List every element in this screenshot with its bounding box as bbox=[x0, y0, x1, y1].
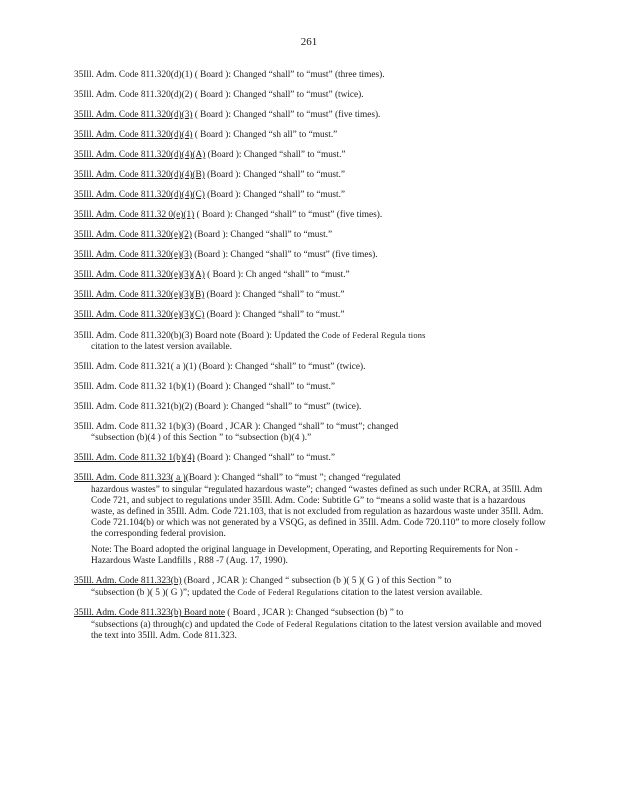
entry-text: (Board ): Changed “shall” to “must” (twice). bbox=[192, 402, 362, 413]
citation: 35Ill. Adm. Code 811.323(b) bbox=[74, 575, 182, 586]
citation: 35Ill. Adm. Code 811.320(e)(3)(C) bbox=[74, 310, 205, 320]
entry-continuation bbox=[74, 619, 549, 642]
entry-continuation bbox=[74, 587, 549, 599]
list-item bbox=[74, 422, 549, 444]
citation: 35Ill. Adm. Code 811.32 1(b)(4) bbox=[74, 453, 195, 464]
entry-text: ( Board ): Changed “shall” to “must” (five times). bbox=[194, 210, 383, 220]
entry-text: (Board ): Changed “shall” to “must.” bbox=[194, 382, 335, 393]
entry-continuation-text: “subsections (a) through(c) and updated the bbox=[91, 620, 256, 631]
list-item bbox=[74, 453, 549, 464]
entry-text: ( Board ): Changed “shall” to “must” (twice). bbox=[192, 90, 364, 100]
cfr-title: Code of Federal Regula tions bbox=[321, 331, 426, 340]
entry-text: ( Board ): Changed “sh all” to “must.” bbox=[192, 130, 338, 140]
entry-text: Board note (Board ): Updated the bbox=[192, 331, 322, 341]
citation: 35Ill. Adm. Code 811.320(d)(2) bbox=[74, 90, 193, 100]
board-note: Note: The Board adopted the original language in Development, Operating, and Reporting Requirements for Non -Hazardous Waste Landfills , R88 -7 (Aug. 17, 1990). bbox=[91, 544, 519, 566]
entry-text: ( Board , JCAR ): Changed “subsection (b) ” to bbox=[224, 608, 404, 619]
entry-text: (Board ): Changed “shall” to “must.” bbox=[205, 150, 346, 160]
list-item bbox=[74, 310, 549, 321]
list-item bbox=[74, 90, 549, 101]
citation: 35Ill. Adm. Code 811.320(d)(3) bbox=[74, 110, 193, 120]
citation: 35Ill. Adm. Code 811.32 0(e)(1) bbox=[74, 210, 195, 220]
citation: 35Ill. Adm. Code 811.320(d)(4)(C) bbox=[74, 190, 205, 200]
list-item bbox=[74, 402, 549, 413]
entry-text: (Board , JCAR ): Changed “shall” to “must”; changed bbox=[194, 422, 399, 433]
list-item bbox=[74, 330, 549, 353]
entry-text: (Board ): Changed “shall” to “must.” bbox=[204, 290, 345, 300]
citation: 35Ill. Adm. Code 811.320(d)(1) bbox=[74, 70, 193, 80]
list-item bbox=[74, 362, 549, 373]
citation: 35Ill. Adm. Code 811.321( a )(1) bbox=[74, 362, 197, 373]
citation: 35Ill. Adm. Code 811.320(e)(3)(A) bbox=[74, 270, 205, 280]
entry-text: (Board ): Changed “shall” to “must.” bbox=[204, 170, 346, 180]
entry-text: (Board ): Changed “shall” to “must ”; changed “regulated bbox=[185, 473, 401, 484]
list-item bbox=[74, 290, 549, 301]
citation: 35Ill. Adm. Code 811.323(b) Board note bbox=[74, 608, 225, 619]
list-item bbox=[74, 270, 549, 281]
list-item bbox=[74, 608, 549, 643]
list-item bbox=[74, 170, 549, 181]
citation: 35Ill. Adm. Code 811.320(d)(4)(B) bbox=[74, 170, 205, 180]
entry-continuation: hazardous wastes” to singular “regulated hazardous waste”; changed “wastes defined as such under RCRA, at 35Ill. Adm Code 721, and subject to regulations under 35Ill. Adm. Code: Subtitle G” to “means a solid waste that is a hazardous waste, as defined in 35Ill. Adm. Code 721.103, that is not excluded from regulation as hazardous waste under 35Ill. Adm. Code 721.104(b) or which was not generated by a VSQG, as defined in 35Ill. Adm. Code 720.110” to more closely follow the corresponding federal provision. bbox=[91, 484, 546, 540]
list-item bbox=[74, 110, 549, 121]
entry-continuation-text: citation to the latest version available. bbox=[338, 588, 483, 599]
citation: 35Ill. Adm. Code 811.320(e)(3) bbox=[74, 250, 192, 260]
cfr-title: Code of Federal Regulations bbox=[237, 588, 339, 598]
list-item bbox=[74, 150, 549, 161]
entry-text: (Board ): Changed “shall” to “must.” bbox=[194, 453, 335, 464]
entry-continuation: “subsection (b)(4 ) of this Section ” to “subsection (b)(4 ).” bbox=[91, 433, 312, 444]
citation: 35Ill. Adm. Code 811.32 1(b)(1) bbox=[74, 382, 195, 393]
page-number: 261 bbox=[300, 36, 318, 48]
list-item bbox=[74, 576, 549, 599]
entry-text: (Board ): Changed “shall” to “must.” bbox=[204, 310, 345, 320]
citation: 35Ill. Adm. Code 811.321(b)(2) bbox=[74, 402, 193, 413]
entry-continuation: citation to the latest version available. bbox=[91, 342, 232, 353]
citation: 35Ill. Adm. Code 811.320(d)(4) bbox=[74, 130, 193, 140]
citation: 35Ill. Adm. Code 811.320(e)(3)(B) bbox=[74, 290, 205, 300]
list-item bbox=[74, 382, 549, 393]
cfr-title: Code of Federal Regulations bbox=[255, 620, 358, 630]
list-item bbox=[74, 250, 549, 261]
entry-text: (Board ): Changed “shall” to “must” (twice). bbox=[196, 362, 366, 373]
citation: 35Ill. Adm. Code 811.32 1(b)(3) bbox=[74, 422, 195, 433]
entry-text: (Board ): Changed “shall” to “must” (five times). bbox=[191, 250, 378, 260]
citation: 35Ill. Adm. Code 811.320(b)(3) bbox=[74, 331, 193, 341]
citation: 35Ill. Adm. Code 811.320(e)(2) bbox=[74, 230, 192, 240]
list-item bbox=[74, 473, 549, 540]
list-item bbox=[74, 190, 549, 201]
list-item bbox=[74, 210, 549, 221]
amendment-list bbox=[74, 70, 549, 651]
entry-continuation-text: citation to the latest version available and moved the text into 35Ill. Adm. Code 811.323. bbox=[91, 620, 542, 642]
entry-text: (Board ): Changed “shall” to “must.” bbox=[191, 230, 333, 240]
entry-continuation-text: “subsection (b )( 5 )( G )”; updated the bbox=[91, 588, 238, 599]
citation: 35Ill. Adm. Code 811.320(d)(4)(A) bbox=[74, 150, 206, 160]
entry-text: (Board , JCAR ): Changed “ subsection (b )( 5 )( G ) of this Section ” to bbox=[181, 575, 452, 586]
entry-text: ( Board ): Changed “shall” to “must” (five times). bbox=[192, 110, 381, 120]
list-item bbox=[74, 230, 549, 241]
list-item bbox=[74, 70, 549, 81]
citation: 35Ill. Adm. Code 811.323( a ) bbox=[74, 473, 186, 484]
entry-text: (Board ): Changed “shall” to “must.” bbox=[204, 190, 346, 200]
list-item bbox=[74, 130, 549, 141]
entry-text: ( Board ): Ch anged “shall” to “must.” bbox=[204, 270, 350, 280]
entry-text: ( Board ): Changed “shall” to “must” (three times). bbox=[192, 70, 385, 80]
